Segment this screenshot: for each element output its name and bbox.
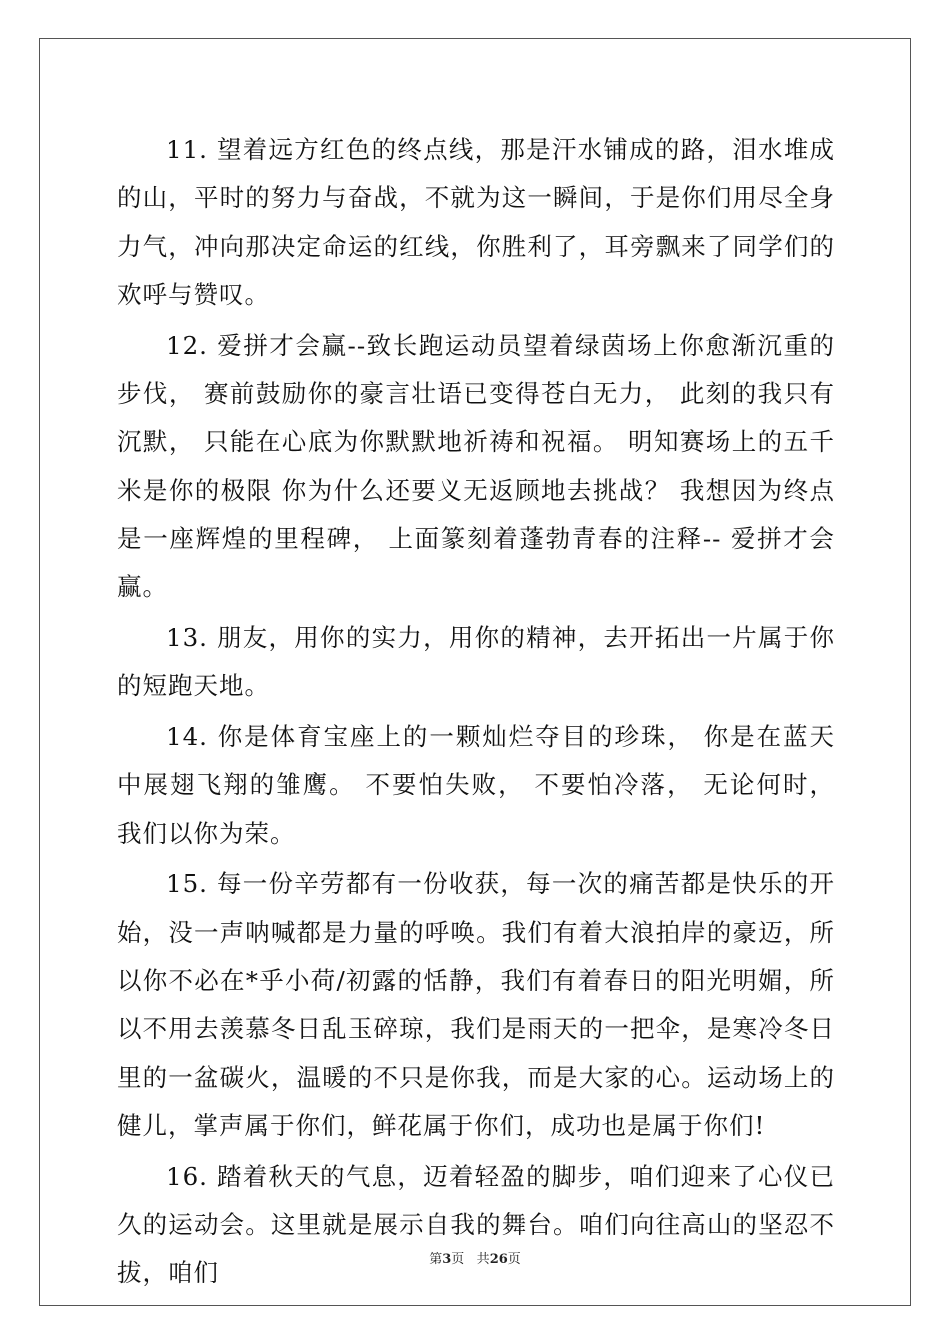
paragraph-13: 13. 朋友，用你的实力，用你的精神，去开拓出一片属于你的短跑天地。 (117, 622, 835, 701)
paragraph-15: 15. 每一份辛劳都有一份收获，每一次的痛苦都是快乐的开始，没一声呐喊都是力量的呼唤。我们有着大浪拍岸的豪迈，所以你不必在*乎小荷/初露的恬静，我们有着春日的阳光明媚，所以不用去羡慕冬日乱玉碎琼，我们是雨天的一把伞，是寒冷冬日里的一盆碳火，温暖的不只是你我，而是大家的心。运动场上的健儿，掌声属于你们，鲜花属于你们，成功也是属于你们! (117, 869, 835, 1140)
paragraph-11: 11. 望着远方红色的终点线，那是汗水铺成的路，泪水堆成的山，平时的努力与奋战，不就为这一瞬间，于是你们用尽全身力气，冲向那决定命运的红线，你胜利了，耳旁飘来了同学们的欢呼与赞叹。 (117, 135, 835, 309)
total-prefix: 共 (476, 1252, 490, 1267)
current-page-number: 3 (442, 1252, 452, 1267)
page-footer (0, 1248, 950, 1267)
document-body (117, 126, 844, 1300)
total-page-count: 26 (489, 1252, 508, 1267)
paragraph-12: 12. 爱拼才会赢--致长跑运动员望着绿茵场上你愈渐沉重的步伐， 赛前鼓励你的豪言壮语已变得苍白无力， 此刻的我只有沉默， 只能在心底为你默默地祈祷和祝福。 明知赛场上的五千米是你的极限 你为什么还要义无返顾地去挑战？ 我想因为终点是一座辉煌的里程碑， 上面篆刻着蓬勃青春的注释-- 爱拼才会赢。 (117, 330, 835, 602)
page-unit: 页 (451, 1252, 465, 1267)
paragraph-16: 16. 踏着秋天的气息，迈着轻盈的脚步，咱们迎来了心仪已久的运动会。这里就是展示自我的舞台。咱们向往高山的坚忍不拔，咱们 (117, 1161, 835, 1288)
total-unit: 页 (507, 1252, 521, 1267)
paragraph-14: 14. 你是体育宝座上的一颗灿烂夺目的珍珠， 你是在蓝天中展翅飞翔的雏鹰。 不要怕失败， 不要怕冷落， 无论何时， 我们以你为荣。 (117, 722, 844, 848)
page-prefix: 第 (429, 1252, 443, 1267)
